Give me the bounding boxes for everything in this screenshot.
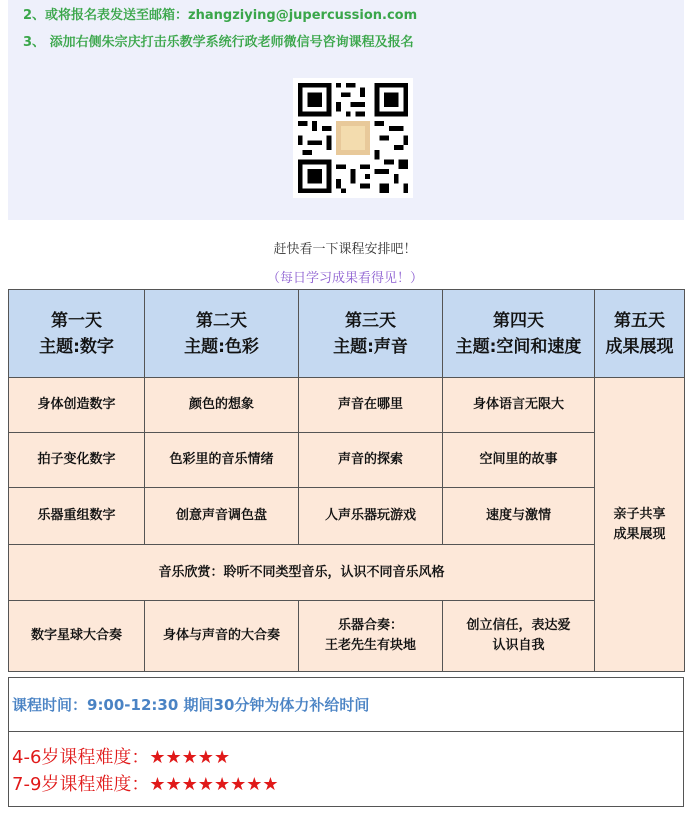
course-schedule-table	[8, 289, 685, 672]
self-line: 认识自我	[492, 638, 545, 653]
table-cell	[299, 601, 443, 672]
table-cell: 数字星球大合奏	[9, 601, 145, 672]
day5-summary-cell	[595, 378, 685, 672]
difficulty-4-6: 4-6岁课程难度：★★★★★	[12, 747, 231, 768]
table-row	[9, 601, 685, 672]
table-cell	[443, 601, 595, 672]
difficulty-7-9: 7-9岁课程难度：★★★★★★★★	[12, 774, 279, 795]
day4-header	[443, 290, 595, 378]
table-cell: 颜色的想象	[145, 378, 299, 433]
trust-line: 创立信任，表达爱	[466, 618, 571, 633]
day2-header	[145, 290, 299, 378]
day-theme: 主题:空间和速度	[455, 336, 582, 357]
day1-header	[9, 290, 145, 378]
day-label: 第二天	[196, 310, 247, 331]
day-label: 第三天	[345, 310, 396, 331]
day-theme: 主题:数字	[39, 336, 114, 357]
day3-header	[299, 290, 443, 378]
table-cell: 声音在哪里	[299, 378, 443, 433]
day5-line2: 成果展现	[613, 526, 666, 542]
table-cell: 速度与激情	[443, 488, 595, 545]
table-cell: 色彩里的音乐情绪	[145, 433, 299, 488]
ensemble-label: 乐器合奏：	[337, 618, 403, 633]
signup-step-email: 2、或将报名表发送至邮箱：zhangziying@jupercussion.com	[23, 8, 418, 23]
table-cell: 身体与声音的大合奏	[145, 601, 299, 672]
day-label: 第五天	[614, 310, 665, 331]
day-label: 第一天	[51, 310, 102, 331]
table-cell: 创意声音调色盘	[145, 488, 299, 545]
daily-results-text: （每日学习成果看得见！）	[266, 271, 423, 286]
table-cell: 身体语言无限大	[443, 378, 595, 433]
table-row	[9, 488, 685, 545]
day5-line1: 亲子共享	[613, 506, 666, 522]
music-appreciation-cell: 音乐欣赏：聆听不同类型音乐，认识不同音乐风格	[9, 545, 595, 601]
table-row	[9, 433, 685, 488]
ensemble-song: 王老先生有块地	[324, 638, 416, 653]
qr-code-icon	[293, 78, 413, 198]
course-time-text: 课程时间：9:00-12:30 期间30分钟为体力补给时间	[12, 696, 370, 714]
difficulty-box	[8, 731, 684, 807]
table-cell: 人声乐器玩游戏	[299, 488, 443, 545]
day5-header	[595, 290, 685, 378]
hurry-text: 赶快看一下课程安排吧！	[273, 242, 417, 257]
table-header-row	[9, 290, 685, 378]
table-cell: 身体创造数字	[9, 378, 145, 433]
day-theme: 主题:声音	[333, 336, 408, 357]
table-cell: 声音的探索	[299, 433, 443, 488]
day-label: 第四天	[493, 310, 544, 331]
table-cell: 空间里的故事	[443, 433, 595, 488]
day-theme: 主题:色彩	[184, 336, 259, 357]
table-row	[9, 545, 685, 601]
table-row	[9, 378, 685, 433]
course-time-box	[8, 677, 684, 732]
signup-panel	[8, 0, 684, 220]
signup-step-wechat: 3、 添加右侧朱宗庆打击乐教学系统行政老师微信号咨询课程及报名	[23, 35, 414, 50]
table-cell: 乐器重组数字	[9, 488, 145, 545]
day-theme: 成果展现	[605, 336, 674, 357]
table-cell: 拍子变化数字	[9, 433, 145, 488]
